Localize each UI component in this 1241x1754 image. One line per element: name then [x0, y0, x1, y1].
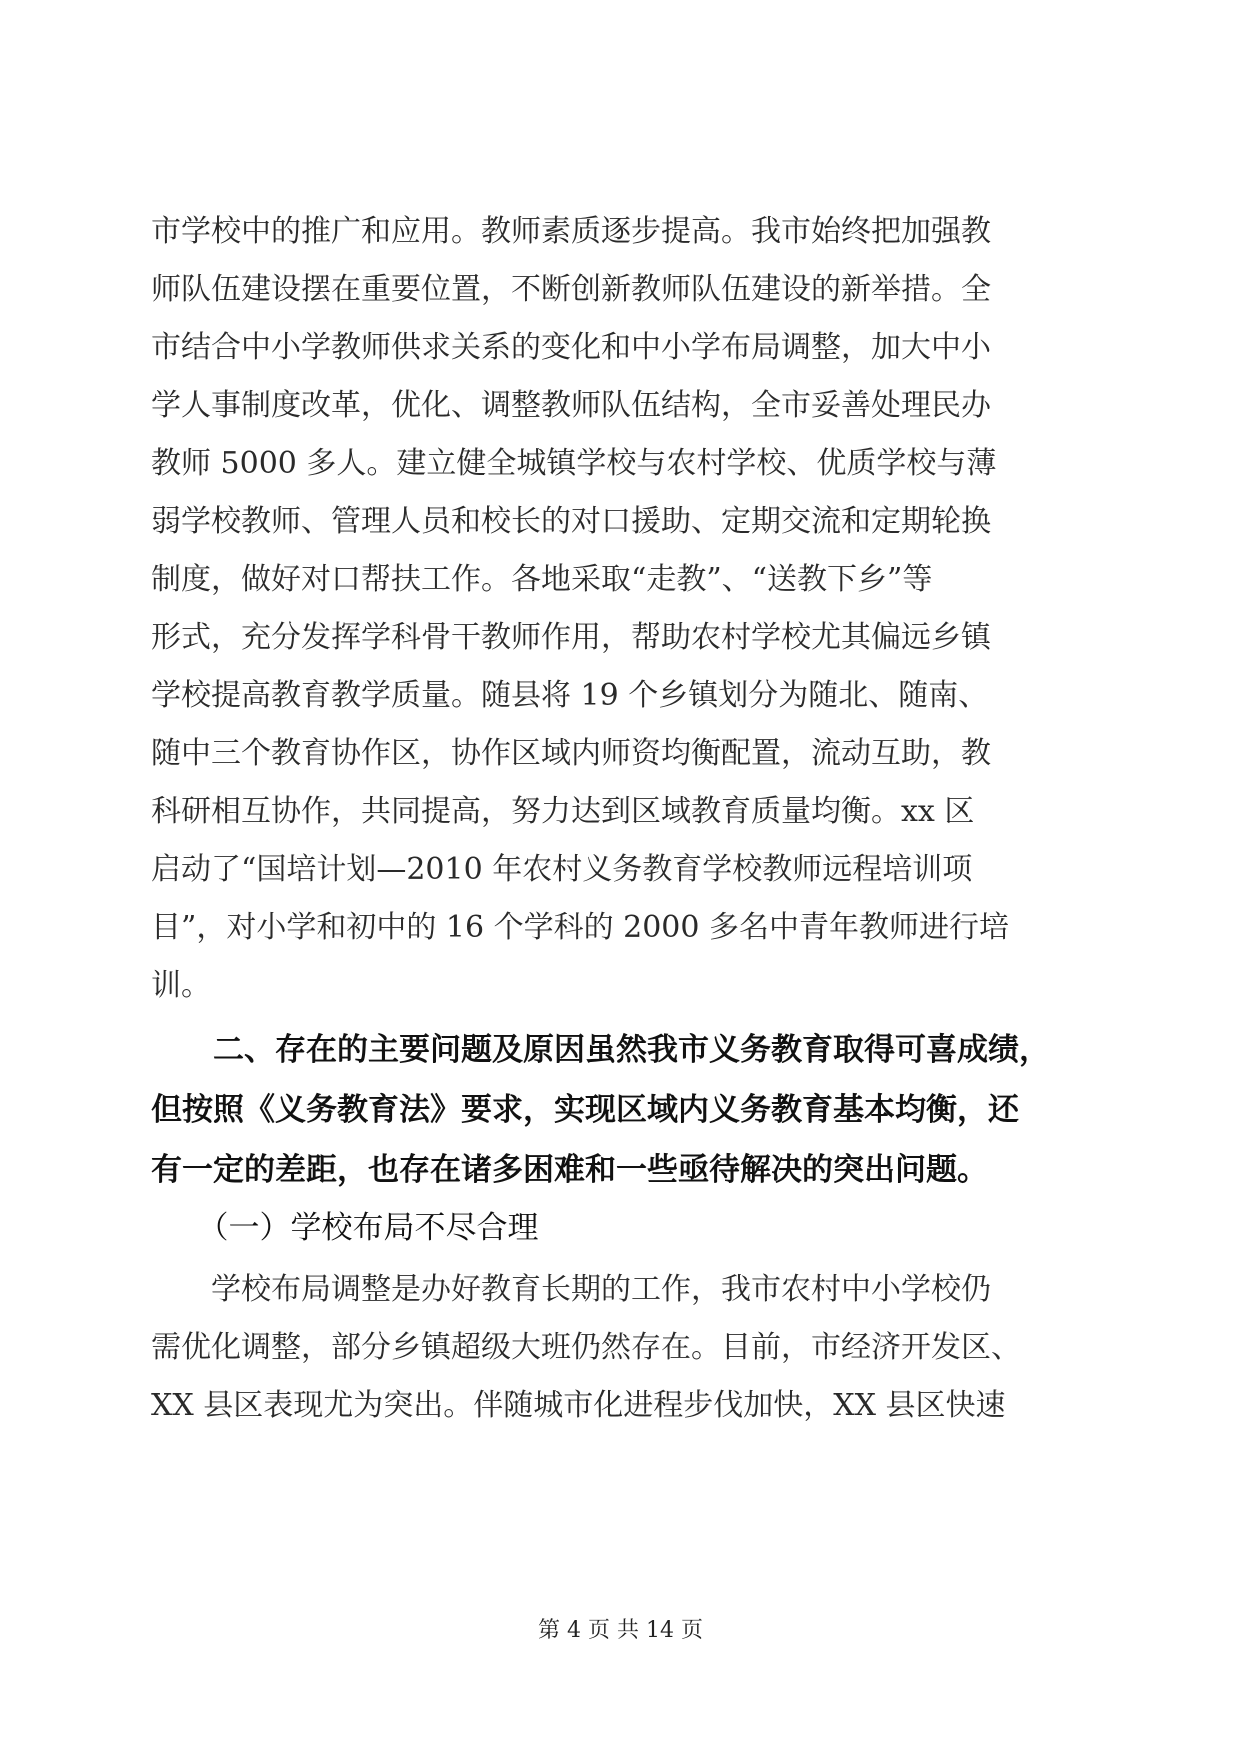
subsection-heading: （一）学校布局不尽合理 — [151, 1210, 539, 1246]
paragraph-line: 启动了“国培计划—2010 年农村义务教育学校教师远程培训项 — [151, 852, 973, 887]
page-number-footer: 第 4 页 共 14 页 — [538, 1618, 703, 1643]
paragraph-line: 市学校中的推广和应用。教师素质逐步提高。我市始终把加强教 — [151, 214, 991, 249]
paragraph-line: 教师 5000 多人。建立健全城镇学校与农村学校、优质学校与薄 — [151, 446, 997, 481]
paragraph-line: 训。 — [151, 968, 211, 1003]
section-heading-line: 但按照《义务教育法》要求，实现区域内义务教育基本均衡，还 — [151, 1092, 1019, 1128]
paragraph-line: 学校布局调整是办好教育长期的工作，我市农村中小学校仍 — [151, 1272, 991, 1307]
paragraph-line: 目”，对小学和初中的 16 个学科的 2000 多名中青年教师进行培 — [151, 910, 1010, 945]
paragraph-line: 市结合中小学教师供求关系的变化和中小学布局调整，加大中小 — [151, 330, 991, 365]
section-heading-line: 二、存在的主要问题及原因虽然我市义务教育取得可喜成绩， — [151, 1032, 1050, 1068]
paragraph-line: 科研相互协作，共同提高，努力达到区域教育质量均衡。xx 区 — [151, 794, 975, 829]
paragraph-line: 制度，做好对口帮扶工作。各地采取“走教”、“送教下乡”等 — [151, 562, 933, 597]
paragraph-line: 学校提高教育教学质量。随县将 19 个乡镇划分为随北、随南、 — [151, 678, 989, 713]
paragraph-line: XX 县区表现尤为突出。伴随城市化进程步伐加快，XX 县区快速 — [151, 1388, 1006, 1423]
paragraph-line: 弱学校教师、管理人员和校长的对口援助、定期交流和定期轮换 — [151, 504, 991, 539]
paragraph-line: 师队伍建设摆在重要位置，不断创新教师队伍建设的新举措。全 — [151, 272, 991, 307]
paragraph-line: 需优化调整，部分乡镇超级大班仍然存在。目前，市经济开发区、 — [151, 1330, 1021, 1365]
paragraph-line: 随中三个教育协作区，协作区域内师资均衡配置，流动互助，教 — [151, 736, 991, 771]
paragraph-line: 学人事制度改革，优化、调整教师队伍结构，全市妥善处理民办 — [151, 388, 991, 423]
section-heading-line: 有一定的差距，也存在诸多困难和一些亟待解决的突出问题。 — [151, 1152, 988, 1188]
paragraph-line: 形式，充分发挥学科骨干教师作用，帮助农村学校尤其偏远乡镇 — [151, 620, 991, 655]
